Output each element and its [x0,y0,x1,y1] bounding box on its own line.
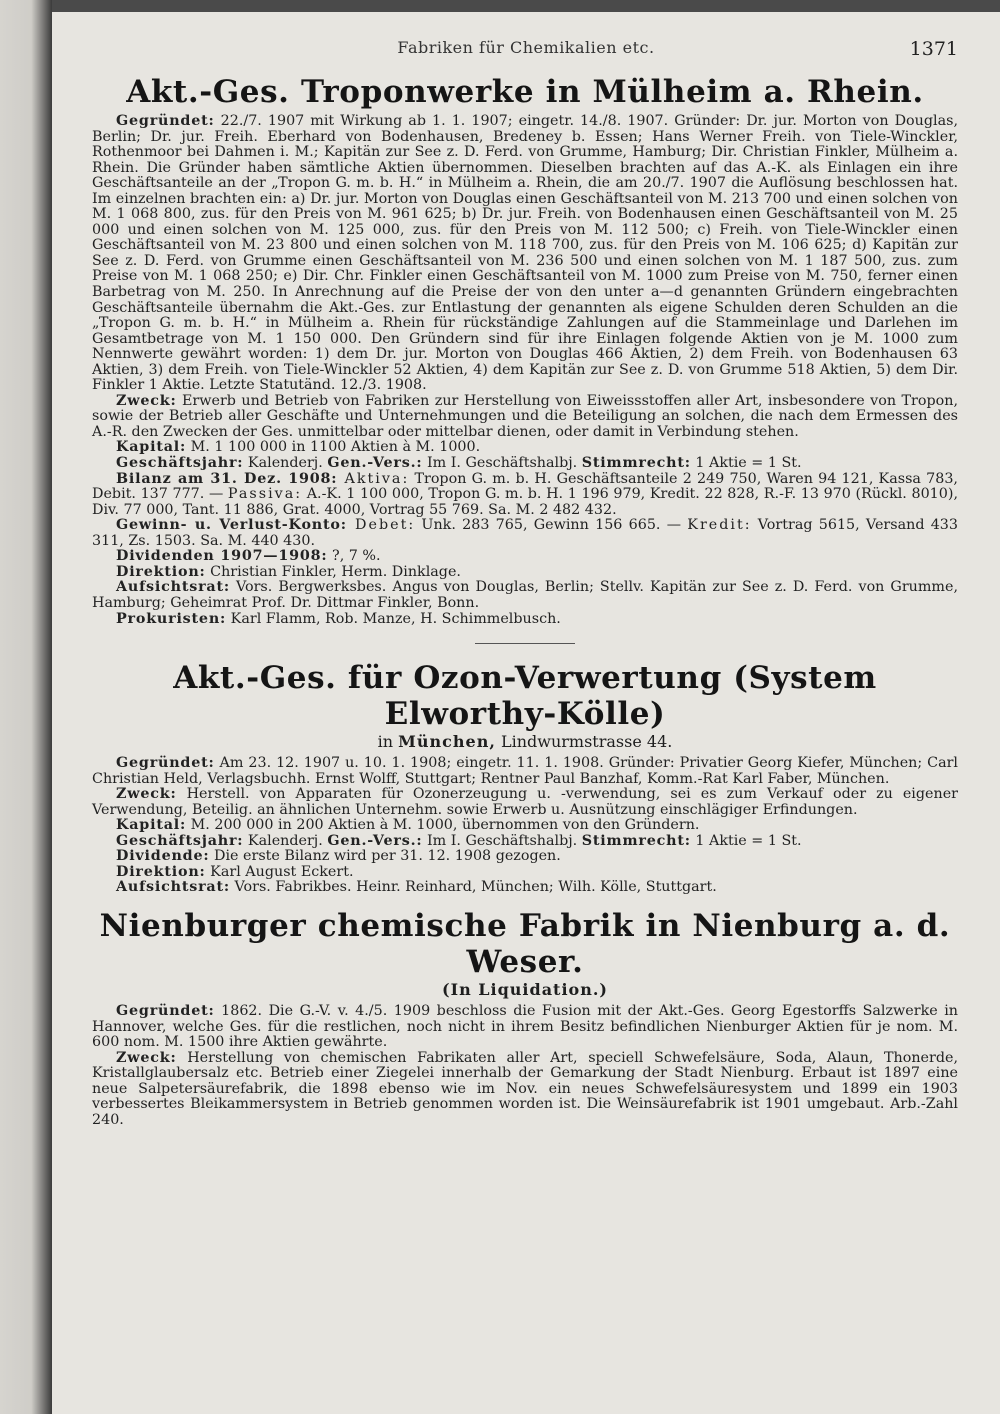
entry-title: Nienburger chemische Fabrik in Nienburg a. d. Weser. [99,907,951,980]
aufsichtsrat-paragraph: Aufsichtsrat: Vors. Bergwerksbes. Angus von Douglas, Berlin; Stellv. Kapitän zur See z. D. Ferd. von Grumme, Hamburg; Geheimrat Prof. Dr. Dittmar Finkler, Bonn. [92,579,958,611]
kapital-paragraph: Kapital: M. 200 000 in 200 Aktien à M. 1000, übernommen von den Gründern. [116,817,700,834]
page-header [52,38,1000,64]
dividenden-paragraph: Dividenden 1907—1908: ?, 7 %. [116,548,381,565]
section-divider [475,643,575,644]
kapital-paragraph: Kapital: M. 1 100 000 in 1100 Aktien à M. 1000. [116,439,481,456]
prokuristen-paragraph: Prokuristen: Karl Flamm, Rob. Manze, H. Schimmelbusch. [116,610,561,627]
entry-nienburger [92,908,958,1128]
entry-ozon-verwertung [92,660,958,896]
entry-title: Akt.-Ges. für Ozon-Verwertung (System Elworthy-Kölle) [173,660,877,733]
gegruendet-paragraph: Gegründet: 22./7. 1907 mit Wirkung ab 1. 1. 1907; eingetr. 14./8. 1907. Gründer: Dr. jur. Morton von Douglas, Berlin; Dr. jur. Freih. Eberhard von Bodenhausen, Bredeney b. Essen; Hans Werner Freih. von Tiele-Winckler, Rothenmoor bei Dahmen i. M.; Kapitän zur See z. D. Ferd. von Grumme, Hamburg; Dir. Christian Finkler, Mülheim a. Rhein. Die Gründer haben sämtliche Aktien übernommen. Dieselben brachten auf das A.-K. als Einlagen ein ihre Geschäftsanteile an der „Tropon G. m. b. H.“ in Mülheim a. Rhein, die am 20./7. 1907 die Auflösung beschlossen hat. Im einzelnen brachten ein: a) Dr. jur. Morton von Douglas einen Geschäftsanteil von M. 213 700 und einen solchen von M. 1 068 800, zus. für den Preis von M. 961 625; b) Dr. jur. Freih. von Bodenhausen einen Geschäftsanteil von M. 25 000 und einen solchen von M. 125 000, zus. für den Preis von M. 112 500; c) Freih. von Tiele-Winckler einen Geschäftsanteil von M. 23 800 und einen solchen von M. 118 700, zus. für den Preis von M. 106 625; d) Kapitän zur See z. D. Ferd. von Grumme einen Geschäftsanteil von M. 236 500 und einen solchen von M. 1 187 500, zus. zum Preise von M. 1 068 250; e) Dir. Chr. Finkler einen Geschäftsanteil von M. 1000 zum Preise von M. 750, ferner einen Barbetrag von M. 250. In Anrechnung auf die Preise der von den unter a—d genannten Gründern eingebrachten Geschäftsanteile übernahm die Akt.-Ges. zur Entlastung der genannten als eigene Schulden deren Schulden an die „Tropon G. m. b. H.“ in Mülheim a. Rhein für rückständige Zahlungen auf die Stammeinlage und Darlehen im Gesamtbetrage von M. 1 150 000. Den Gründern sind für ihre Einlagen folgende Aktien von je M. 1000 zum Nennwerte gewährt worden: 1) dem Dr. jur. Morton von Douglas 466 Aktien, 2) dem Freih. von Bodenhausen 63 Aktien, 3) dem Freih. von Tiele-Winckler 52 Aktien, 4) dem Kapitän zur See z. D. von Grumme 518 Aktien, 5) dem Dir. Finkler 1 Aktie. Letzte Statutänd. 12./3. 1908. [92,113,958,394]
entry-title: Akt.-Ges. Troponwerke in Mülheim a. Rhein. [126,74,924,110]
gegruendet-paragraph: Gegründet: Am 23. 12. 1907 u. 10. 1. 1908; eingetr. 11. 1. 1908. Gründer: Privatier Georg Kiefer, München; Carl Christian Held, Verlagsbuchh. Ernst Wolff, Stuttgart; Rentner Paul Banzhaf, Komm.-Rat Karl Faber, München. [92,755,958,787]
entry-location: in München, Lindwurmstrasse 44. [377,732,673,752]
page-number: 1371 [909,38,958,60]
aufsichtsrat-paragraph: Aufsichtsrat: Vors. Fabrikbes. Heinr. Reinhard, München; Wilh. Kölle, Stuttgart. [116,879,717,896]
zweck-paragraph: Zweck: Herstellung von chemischen Fabrikaten aller Art, speciell Schwefelsäure, Soda, Alaun, Thonerde, Kristallglaubersalz etc. Betrieb einer Ziegelei innerhalb der Gemarkung der Stadt Nienburg. Erbaut ist 1897 eine neue Salpetersäurefabrik, die 1898 ebenso wie im Nov. ein neues Schwefelsäuresystem und 1899 ein 1903 verbessertes Bleikammersystem in Betrieb genommen worden ist. Die Weinsäurefabrik ist 1901 umgebaut. Arb.-Zahl 240. [92,1049,958,1128]
geschaeftsjahr-paragraph: Geschäftsjahr: Kalenderj. Gen.-Vers.: Im I. Geschäftshalbj. Stimmrecht: 1 Aktie = 1 St. [116,455,802,472]
zweck-paragraph: Zweck: Erwerb und Betrieb von Fabriken zur Herstellung von Eiweissstoffen aller Art, insbesondere von Tropon, sowie der Betrieb aller Geschäfte und Unternehmungen und die Beteiligung an solchen, die nach dem Ermessen des A.-R. den Zwecken der Ges. unmittelbar oder mittelbar dienen, oder damit in Verbindung stehen. [92,392,958,440]
zweck-paragraph: Zweck: Herstell. von Apparaten für Ozonerzeugung u. -verwendung, sei es zum Verkauf oder zu eigener Verwendung, Beteilig. an ähnlichen Unternehm. sowie Erwerb u. Ausnützung einschlägiger Erfindungen. [92,786,958,818]
direktion-paragraph: Direktion: Christian Finkler, Herm. Dinklage. [116,563,461,580]
bilanz-paragraph: Bilanz am 31. Dez. 1908: Aktiva: Tropon G. m. b. H. Geschäftsanteile 2 249 750, Waren 94 121, Kassa 783, Debit. 137 777. — Passiva: A.-K. 1 100 000, Tropon G. m. b. H. 1 196 979, Kredit. 22 828, R.-F. 13 970 (Rückl. 8010), Div. 77 000, Tant. 11 886, Grat. 4000, Vortrag 55 769. Sa. M. 2 482 432. [92,470,958,518]
geschaeftsjahr-paragraph: Geschäftsjahr: Kalenderj. Gen.-Vers.: Im I. Geschäftshalbj. Stimmrecht: 1 Aktie = 1 St. [116,832,802,849]
running-head: Fabriken für Chemikalien etc. [397,38,655,57]
guv-paragraph: Gewinn- u. Verlust-Konto: Debet: Unk. 283 765, Gewinn 156 665. — Kredit: Vortrag 5615, Versand 433 311, Zs. 1503. Sa. M. 440 430. [92,517,959,549]
gegruendet-paragraph: Gegründet: 1862. Die G.-V. v. 4./5. 1909 beschloss die Fusion mit der Akt.-Ges. Georg Egestorffs Salzwerke in Hannover, welche Ges. für die restlichen, noch nicht in ihrem Besitz befindlichen Nienburger Aktien für je nom. M. 600 nom. M. 1500 ihre Aktien gewährte. [92,1002,958,1051]
dividende-paragraph: Dividende: Die erste Bilanz wird per 31. 12. 1908 gezogen. [116,848,561,865]
entry-status: (In Liquidation.) [442,979,608,999]
entry-troponwerke [92,74,958,627]
page-content [92,74,958,1128]
document-page [52,12,1000,1414]
scan-margin [0,0,52,1414]
direktion-paragraph: Direktion: Karl August Eckert. [116,863,354,880]
